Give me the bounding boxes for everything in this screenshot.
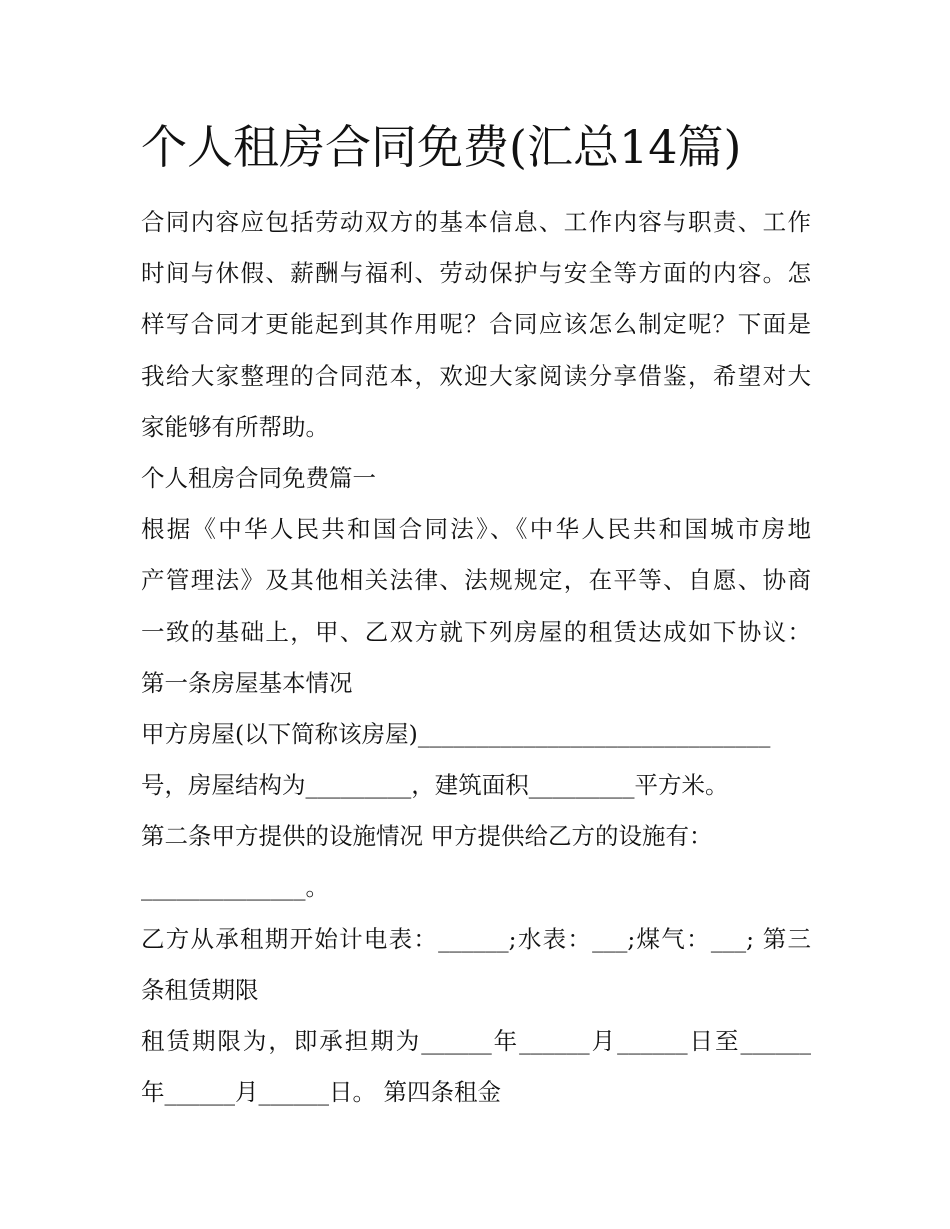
paragraph-line: 号，房屋结构为_________，建筑面积_________平方米。	[141, 771, 729, 800]
paragraph-line: 乙方从承租期开始计电表：______;水表：___;煤气：___; 第三	[141, 924, 811, 953]
paragraph-line: 租赁期限为，即承担期为______年______月______日至______	[141, 1027, 811, 1055]
section-heading: 个人租房合同免费篇一	[141, 463, 376, 492]
paragraph-line: 样写合同才更能起到其作用呢？合同应该怎么制定呢？下面是	[141, 310, 811, 339]
paragraph-line: 合同内容应包括劳动双方的基本信息、工作内容与职责、工作	[141, 208, 811, 236]
paragraph-line: ______________。	[141, 873, 329, 902]
paragraph-line: 甲方房屋(以下简称该房屋)______________________________	[141, 719, 771, 748]
paragraph-line: 时间与休假、薪酬与福利、劳动保护与安全等方面的内容。怎	[141, 259, 811, 288]
paragraph-line: 条租赁期限	[141, 975, 259, 1004]
paragraph-line: 第二条甲方提供的设施情况 甲方提供给乙方的设施有：	[141, 822, 713, 851]
paragraph-line: 一致的基础上，甲、乙双方就下列房屋的租赁达成如下协议：	[141, 617, 811, 646]
paragraph-line: 产管理法》及其他相关法律、法规规定，在平等、自愿、协商	[141, 566, 811, 595]
article-heading: 第一条房屋基本情况	[141, 668, 353, 697]
document-title: 个人租房合同免费(汇总14篇)	[141, 120, 742, 174]
paragraph-line: 根据《中华人民共和国合同法》、《中华人民共和国城市房地	[141, 515, 811, 544]
paragraph-line: 我给大家整理的合同范本，欢迎大家阅读分享借鉴，希望对大	[141, 361, 811, 390]
document-body	[141, 197, 811, 1118]
paragraph-line: 年______月______日。 第四条租金	[141, 1078, 501, 1107]
paragraph-line: 家能够有所帮助。	[141, 412, 329, 441]
